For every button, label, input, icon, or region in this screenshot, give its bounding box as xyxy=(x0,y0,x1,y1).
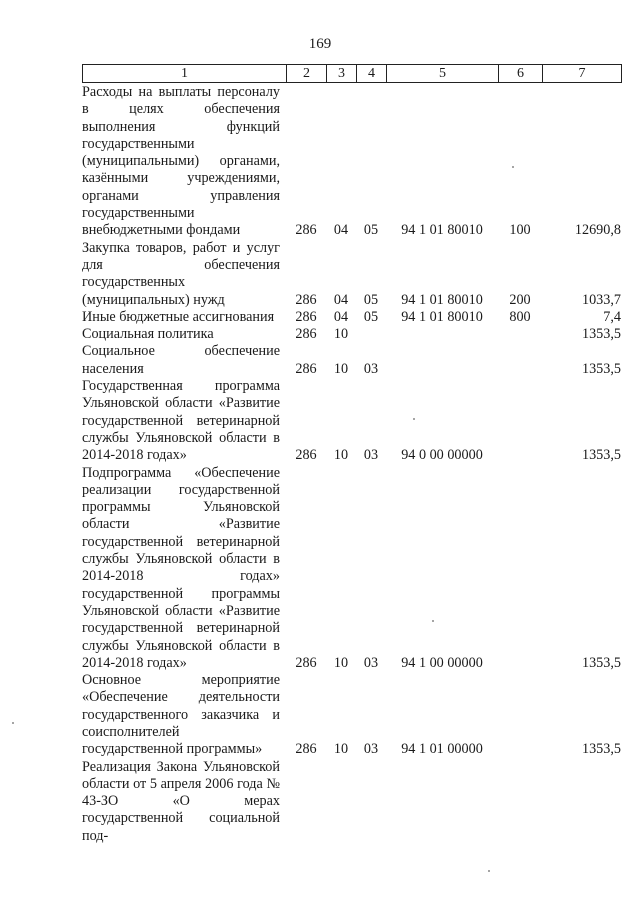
row-expense-type: 800 xyxy=(509,308,531,325)
row-name: Закупка товаров, работ и услуг для обеспечения государственных (муниципальных) нужд xyxy=(82,239,280,308)
row-code: 286 xyxy=(295,222,317,239)
row-code: 286 xyxy=(295,360,317,377)
header-col-3: 3 xyxy=(327,65,357,83)
row-target-article: 94 0 00 00000 xyxy=(401,447,483,464)
row-amount: 1353,5 xyxy=(581,741,621,758)
page-number: 169 xyxy=(308,36,332,52)
table-row xyxy=(82,759,622,845)
row-section: 10 xyxy=(333,654,349,671)
table-row xyxy=(82,465,622,673)
row-target-article: 94 1 01 00000 xyxy=(401,741,483,758)
row-amount: 1353,5 xyxy=(581,654,621,671)
table-body xyxy=(82,84,622,845)
row-section: 10 xyxy=(333,326,349,343)
header-col-1: 1 xyxy=(83,65,287,83)
row-code: 286 xyxy=(295,308,317,325)
row-section: 04 xyxy=(333,291,349,308)
table-row xyxy=(82,240,622,309)
row-subsection: 03 xyxy=(363,741,379,758)
row-code: 286 xyxy=(295,326,317,343)
row-name: Основное мероприятие «Обеспечение деятельности государственного заказчика и соисполнителей государственной программы» xyxy=(82,672,280,758)
row-code: 286 xyxy=(295,654,317,671)
row-name: Социальная политика xyxy=(82,326,214,343)
row-target-article: 94 1 01 80010 xyxy=(401,222,483,239)
header-col-7: 7 xyxy=(543,65,622,83)
row-subsection: 05 xyxy=(363,291,379,308)
row-subsection: 03 xyxy=(363,447,379,464)
row-target-article: 94 1 01 80010 xyxy=(401,291,483,308)
row-name: Государственная программа Ульяновской области «Развитие государственной ветеринарной службы Ульяновской области в 2014-2018 годах» xyxy=(82,378,280,464)
row-target-article: 94 1 01 80010 xyxy=(401,308,483,325)
table-row xyxy=(82,309,622,326)
table-row xyxy=(82,326,622,343)
scan-speck xyxy=(432,620,434,622)
row-expense-type: 100 xyxy=(509,222,531,239)
header-col-4: 4 xyxy=(357,65,387,83)
row-code: 286 xyxy=(295,291,317,308)
scan-speck xyxy=(488,870,490,872)
row-name: Иные бюджетные ассигнования xyxy=(82,308,275,325)
header-col-6: 6 xyxy=(499,65,543,83)
row-section: 10 xyxy=(333,447,349,464)
scan-speck xyxy=(512,166,514,168)
header-col-5: 5 xyxy=(387,65,499,83)
table-row xyxy=(82,672,622,758)
row-subsection: 05 xyxy=(363,222,379,239)
scan-speck xyxy=(413,418,415,420)
row-code: 286 xyxy=(295,447,317,464)
row-amount: 1033,7 xyxy=(581,291,621,308)
row-amount: 12690,8 xyxy=(574,222,621,239)
table-row xyxy=(82,84,622,240)
row-code: 286 xyxy=(295,741,317,758)
row-amount: 7,4 xyxy=(603,308,621,325)
row-name: Социальное обеспечение населения xyxy=(82,343,280,377)
header-col-2: 2 xyxy=(287,65,327,83)
table-row xyxy=(82,343,622,378)
row-amount: 1353,5 xyxy=(581,326,621,343)
row-section: 04 xyxy=(333,222,349,239)
row-section: 04 xyxy=(333,308,349,325)
row-name: Реализация Закона Ульяновской области от 5 апреля 2006 года № 43-ЗО «О мерах государственной социальной под- xyxy=(82,758,280,844)
row-subsection: 05 xyxy=(363,308,379,325)
row-name: Расходы на выплаты персоналу в целях обеспечения выполнения функций государственными (муниципальными) органами, казёнными учреждениями, органами управления государственными внебюджетными фондами xyxy=(82,84,280,239)
table-header xyxy=(82,64,622,83)
row-section: 10 xyxy=(333,360,349,377)
row-subsection: 03 xyxy=(363,360,379,377)
row-target-article: 94 1 00 00000 xyxy=(401,654,483,671)
table-row xyxy=(82,378,622,464)
row-section: 10 xyxy=(333,741,349,758)
scan-speck xyxy=(12,722,14,724)
row-amount: 1353,5 xyxy=(581,360,621,377)
row-subsection: 03 xyxy=(363,654,379,671)
row-expense-type: 200 xyxy=(509,291,531,308)
row-name: Подпрограмма «Обеспечение реализации государственной программы Ульяновской области «Развитие государственной ветеринарной службы Ульяновской области в 2014-2018 годах» государственной программы Ульяновской области «Развитие государственной ветеринарной службы Ульяновской области в 2014-2018 годах» xyxy=(82,464,280,671)
row-amount: 1353,5 xyxy=(581,447,621,464)
